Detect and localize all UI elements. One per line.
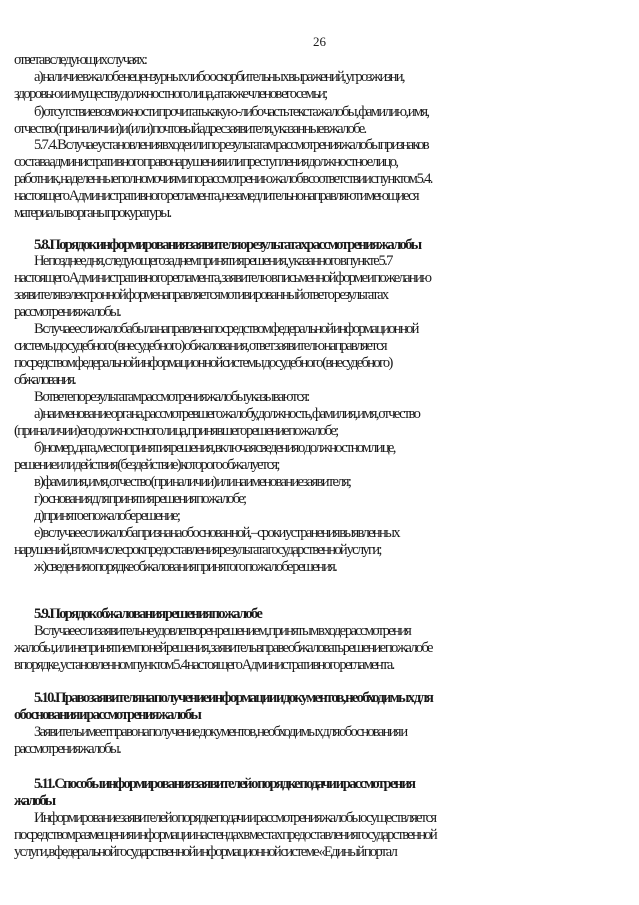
text-line [0, 810, 639, 827]
text-line-content: Не позднее дня, следующего за днем принятия решения, указанного в пункте 5.7 [34, 253, 392, 269]
text-line-content: 5.10. Право заявителя на получение информации и документов, необходимых для [34, 690, 433, 706]
text-line-content: В случае если заявитель не удовлетворен решением, принятым в ходе рассмотрения [34, 623, 411, 639]
text-line-content: здоровью и имуществу должностного лица, а также членов его семьи; [14, 86, 327, 102]
text-line-content: В ответе по результатам рассмотрения жалобы указываются: [34, 389, 309, 405]
text-line-content: обоснования и рассмотрения жалобы [14, 707, 201, 723]
text-line-content: настоящего Административного регламента, заявителю в письменной форме и по желанию [14, 270, 431, 286]
text-line [0, 253, 639, 270]
text-line [0, 474, 639, 491]
text-line [0, 559, 639, 576]
text-line [0, 389, 639, 406]
text-line-content: д) принятое по жалобе решение; [34, 508, 180, 524]
text-line [0, 741, 639, 758]
text-line-content: в порядке, установленном пунктом 5.4 настоящего Административного регламента. [14, 657, 394, 673]
text-line [0, 525, 639, 542]
text-line-content: 5.9. Порядок обжалования решения по жалобе [34, 606, 262, 622]
text-line-content: рассмотрения жалобы. [14, 304, 121, 320]
text-line [0, 86, 639, 103]
text-line-content: жалобы, или непринятием по ней решения, заявитель вправе обжаловать решение по жалобе [14, 640, 432, 656]
text-line-content: рассмотрения жалобы. [14, 741, 121, 757]
text-line [0, 457, 639, 474]
text-line-content: а) наименование органа, рассмотревшего жалобу, должность, фамилия, имя, отчество [34, 406, 420, 422]
text-line-content: материалы в органы прокуратуры. [14, 205, 171, 221]
text-line-content: г) основания для принятия решения по жалобе; [34, 491, 246, 507]
text-line [0, 188, 639, 205]
text-line [0, 338, 639, 355]
text-line-content: Информирование заявителей о порядке подачи и рассмотрения жалобы осуществляется [34, 810, 436, 826]
text-line [0, 406, 639, 423]
text-line-content: в) фамилия, имя, отчество (при наличии) или наименование заявителя; [34, 474, 351, 490]
text-line-content: 5.7.4. В случае установления в ходе или по результатам рассмотрения жалобы признаков [34, 137, 428, 153]
text-line-content: посредством федеральной информационной системы досудебного (внесудебного) [14, 355, 392, 371]
text-line-content: жалобы [14, 793, 55, 809]
text-line-content: настоящего Административного регламента, незамедлительно направляют имеющиеся [14, 188, 418, 204]
text-line [0, 844, 639, 861]
text-line [0, 440, 639, 457]
text-line-content: услуги, в федеральной государственной информационной системе «Единый портал [14, 844, 397, 860]
text-line-content: нарушений, в том числе срок предоставления результата государственной услуги; [14, 542, 381, 558]
text-line [0, 154, 639, 171]
text-line [0, 724, 639, 741]
text-line [0, 69, 639, 86]
text-line [0, 491, 639, 508]
text-line-content: состава административного правонарушения или преступления должностное лицо, [14, 154, 398, 170]
text-line [0, 657, 639, 674]
text-line [0, 104, 639, 121]
text-line [0, 623, 639, 640]
text-line-content: ж) сведения о порядке обжалования принятого по жалобе решения. [34, 559, 337, 575]
section-heading-line [0, 237, 639, 254]
text-line [0, 355, 639, 372]
text-line-content: (при наличии) его должностного лица, принявшего решение по жалобе; [14, 423, 338, 439]
text-line-content: б) номер, дата, место принятия решения, включая сведения о должностном лице, [34, 440, 395, 456]
text-line [0, 270, 639, 287]
text-line-content: обжалования. [14, 372, 75, 388]
text-line-content: е) в случае если жалоба признана обоснованной, – сроки устранения выявленных [34, 525, 399, 541]
text-line-content: Заявитель имеет право на получение документов, необходимых для обоснования и [34, 724, 407, 740]
text-line-content: системы досудебного (внесудебного) обжалования, ответ заявителю направляется [14, 338, 386, 354]
text-line [0, 423, 639, 440]
text-line [0, 542, 639, 559]
text-line [0, 508, 639, 525]
section-heading-line [0, 776, 639, 793]
text-line-content: б) отсутствие возможности прочитать какую-либо часть текста жалобы, фамилию, имя, [34, 104, 429, 120]
text-line [0, 372, 639, 389]
section-heading-line [0, 707, 639, 724]
section-heading-line [0, 606, 639, 623]
text-line [0, 137, 639, 154]
text-line [0, 121, 639, 138]
text-line-content: 5.11. Способы информирования заявителей о порядке подачи и рассмотрения [34, 776, 415, 792]
section-heading-line [0, 793, 639, 810]
text-line-content: а) наличие в жалобе нецензурных либо оскорбительных выражений, угроз жизни, [34, 69, 404, 85]
text-line [0, 205, 639, 222]
text-line [0, 52, 639, 69]
text-line-content: В случае если жалоба была направлена посредством федеральной информационной [34, 321, 418, 337]
text-line [0, 287, 639, 304]
text-line-content: отчество (при наличии) и (или) почтовый адрес заявителя, указанные в жалобе. [14, 121, 366, 137]
text-line [0, 827, 639, 844]
text-line-content: заявителя в электронной форме направляется мотивированный ответ о результатах [14, 287, 388, 303]
text-line [0, 640, 639, 657]
text-line [0, 304, 639, 321]
text-line [0, 321, 639, 338]
text-line-content: работник, наделенные полномочиями по рассмотрению жалоб в соответствии с пунктом 5.4. [14, 171, 432, 187]
text-line-content: посредством размещения информации на стендах в местах предоставления государственной [14, 827, 437, 843]
text-line-content: решение или действия (бездействие) которого обжалуется; [14, 457, 279, 473]
text-line-content: 5.8. Порядок информирования заявителя о результатах рассмотрения жалобы [34, 237, 421, 253]
text-line [0, 171, 639, 188]
text-line-content: ответа в следующих случаях: [14, 52, 147, 68]
page-number: 26 [313, 34, 326, 49]
section-heading-line [0, 690, 639, 707]
